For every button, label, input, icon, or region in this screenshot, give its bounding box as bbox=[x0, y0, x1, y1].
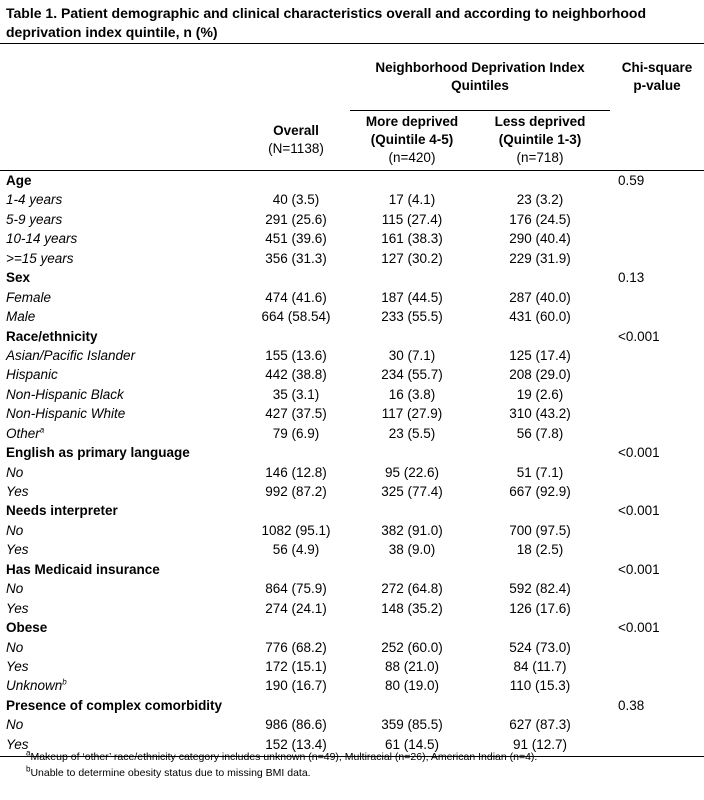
row-label bbox=[6, 657, 29, 676]
row-label-text: Needs interpreter bbox=[6, 503, 118, 519]
more-deprived-cell: 95 (22.6) bbox=[384, 464, 440, 480]
overall-cell: 35 (3.1) bbox=[272, 386, 320, 402]
overall-cell: 664 (58.54) bbox=[261, 309, 331, 325]
p-value-cell: <0.001 bbox=[618, 620, 660, 636]
p-value-cell: <0.001 bbox=[618, 445, 660, 461]
category-label bbox=[6, 443, 190, 462]
chi-square-header-line2: p-value bbox=[633, 78, 681, 93]
more-deprived-cell: 80 (19.0) bbox=[384, 678, 440, 694]
more-deprived-cell: 127 (30.2) bbox=[381, 250, 443, 266]
overall-cell: 172 (15.1) bbox=[265, 658, 327, 674]
footnote-a-mark: a bbox=[26, 748, 31, 758]
row-label-text: Sex bbox=[6, 270, 31, 286]
row-label-text: Unknown bbox=[6, 678, 63, 694]
row-label-text: Race/ethnicity bbox=[6, 328, 98, 344]
overall-cell: 864 (75.9) bbox=[265, 581, 327, 597]
more-deprived-header-line2: (Quintile 4-5) bbox=[370, 132, 454, 147]
table-row bbox=[0, 638, 704, 657]
less-deprived-cell: 700 (97.5) bbox=[509, 522, 571, 538]
footnote-a-text: Makeup of ‘other’ race/ethnicity category includes unknown (n=49), Multiracial (n=26), American Indian (n=4). bbox=[30, 751, 538, 763]
table-row bbox=[0, 229, 704, 248]
table-row bbox=[0, 521, 704, 540]
overall-cell: 427 (37.5) bbox=[265, 406, 327, 422]
p-value-cell: 0.13 bbox=[618, 270, 645, 286]
table-row bbox=[0, 599, 704, 618]
row-label-text: Yes bbox=[6, 736, 29, 752]
less-deprived-cell: 524 (73.0) bbox=[509, 639, 571, 655]
less-deprived-cell: 56 (7.8) bbox=[516, 425, 564, 441]
overall-cell: 442 (38.8) bbox=[265, 367, 327, 383]
row-label bbox=[6, 638, 23, 657]
row-label bbox=[6, 424, 44, 443]
less-deprived-cell: 176 (24.5) bbox=[509, 211, 571, 227]
p-value-cell: 0.38 bbox=[618, 697, 645, 713]
overall-cell: 291 (25.6) bbox=[265, 211, 327, 227]
more-deprived-cell: 325 (77.4) bbox=[381, 484, 443, 499]
overall-cell: 274 (24.1) bbox=[265, 600, 327, 616]
title-rule bbox=[0, 43, 704, 44]
row-label-text: No bbox=[6, 522, 24, 538]
category-row bbox=[0, 618, 704, 637]
row-label bbox=[6, 249, 74, 268]
less-deprived-cell: 126 (17.6) bbox=[509, 600, 571, 616]
less-deprived-header-line1: Less deprived bbox=[494, 114, 586, 129]
more-deprived-cell: 23 (5.5) bbox=[388, 425, 436, 441]
row-label bbox=[6, 288, 51, 307]
table-row bbox=[0, 210, 704, 229]
category-label bbox=[6, 696, 222, 715]
overall-cell: 451 (39.6) bbox=[265, 231, 327, 247]
more-deprived-header bbox=[352, 113, 472, 167]
row-label bbox=[6, 307, 35, 326]
more-deprived-cell: 252 (60.0) bbox=[381, 639, 443, 655]
more-deprived-cell: 30 (7.1) bbox=[388, 347, 436, 363]
row-label-text: Yes bbox=[6, 600, 29, 616]
less-deprived-cell: 287 (40.0) bbox=[509, 289, 571, 305]
more-deprived-cell: 234 (55.7) bbox=[381, 367, 443, 383]
row-label-text: English as primary language bbox=[6, 445, 190, 461]
table-row bbox=[0, 424, 704, 443]
more-deprived-cell: 61 (14.5) bbox=[384, 736, 440, 752]
overall-cell: 474 (41.6) bbox=[265, 289, 327, 305]
row-label-text: 1-4 years bbox=[6, 192, 63, 208]
category-row bbox=[0, 327, 704, 346]
category-row bbox=[0, 268, 704, 287]
row-label-text: Non-Hispanic Black bbox=[6, 386, 124, 402]
more-deprived-cell: 88 (21.0) bbox=[384, 658, 440, 674]
overall-header-n: (N=1138) bbox=[268, 141, 324, 156]
overall-cell: 992 (87.2) bbox=[265, 484, 327, 499]
footnote-b-mark: b bbox=[26, 764, 31, 774]
more-deprived-cell: 17 (4.1) bbox=[388, 192, 436, 208]
category-row bbox=[0, 560, 704, 579]
overall-cell: 356 (31.3) bbox=[265, 250, 327, 266]
p-value-cell: 0.59 bbox=[618, 173, 645, 188]
table-row bbox=[0, 540, 704, 559]
table-row bbox=[0, 657, 704, 676]
less-deprived-cell: 91 (12.7) bbox=[512, 736, 568, 752]
row-label bbox=[6, 404, 125, 423]
category-row bbox=[0, 171, 704, 190]
category-label bbox=[6, 327, 98, 346]
footnote-b-text: Unable to determine obesity status due to missing BMI data. bbox=[30, 767, 311, 779]
table-row bbox=[0, 307, 704, 326]
overall-cell: 190 (16.7) bbox=[265, 678, 327, 694]
more-deprived-cell: 187 (44.5) bbox=[381, 289, 443, 305]
less-deprived-cell: 110 (15.3) bbox=[509, 678, 571, 694]
less-deprived-cell: 125 (17.4) bbox=[509, 347, 571, 363]
row-label bbox=[6, 463, 23, 482]
row-label-text: Yes bbox=[6, 542, 29, 558]
less-deprived-cell: 667 (92.9) bbox=[509, 484, 571, 499]
row-label bbox=[6, 579, 23, 598]
overall-cell: 146 (12.8) bbox=[265, 464, 327, 480]
footnote-b bbox=[26, 766, 311, 781]
table-row bbox=[0, 249, 704, 268]
table-row bbox=[0, 346, 704, 365]
row-label-text: No bbox=[6, 717, 24, 733]
overall-cell: 79 (6.9) bbox=[272, 425, 320, 441]
category-row bbox=[0, 501, 704, 520]
footnote-a bbox=[26, 750, 537, 765]
row-label bbox=[6, 540, 29, 559]
less-deprived-cell: 310 (43.2) bbox=[509, 406, 571, 422]
overall-cell: 776 (68.2) bbox=[265, 639, 327, 655]
less-deprived-cell: 592 (82.4) bbox=[509, 581, 571, 597]
overall-cell: 986 (86.6) bbox=[265, 717, 327, 733]
overall-cell: 56 (4.9) bbox=[272, 542, 320, 558]
row-label-text: Yes bbox=[6, 484, 29, 499]
table-row bbox=[0, 463, 704, 482]
row-label bbox=[6, 365, 58, 384]
table-row bbox=[0, 579, 704, 598]
p-value-cell: <0.001 bbox=[618, 503, 660, 519]
row-label-text: Presence of complex comorbidity bbox=[6, 697, 223, 713]
less-deprived-cell: 23 (3.2) bbox=[516, 192, 564, 208]
more-deprived-cell: 117 (27.9) bbox=[381, 406, 443, 422]
more-deprived-cell: 233 (55.5) bbox=[381, 309, 443, 325]
less-deprived-cell: 84 (11.7) bbox=[513, 658, 567, 674]
more-deprived-cell: 382 (91.0) bbox=[381, 522, 443, 538]
more-deprived-cell: 115 (27.4) bbox=[381, 211, 443, 227]
row-label-text: Hispanic bbox=[6, 367, 58, 383]
row-label bbox=[6, 482, 29, 501]
more-deprived-cell: 148 (35.2) bbox=[381, 600, 443, 616]
row-label bbox=[6, 210, 62, 229]
table-body bbox=[0, 171, 704, 754]
table-row bbox=[0, 676, 704, 695]
row-label-text: No bbox=[6, 639, 24, 655]
row-label-text: >=15 years bbox=[6, 250, 74, 266]
more-deprived-cell: 359 (85.5) bbox=[381, 717, 443, 733]
row-label bbox=[6, 346, 135, 365]
row-label bbox=[6, 385, 124, 404]
chi-square-header bbox=[610, 59, 704, 95]
row-label-text: Age bbox=[6, 173, 32, 188]
more-deprived-cell: 161 (38.3) bbox=[381, 231, 443, 247]
category-label bbox=[6, 268, 30, 287]
less-deprived-cell: 290 (40.4) bbox=[509, 231, 571, 247]
overall-cell: 152 (13.4) bbox=[265, 736, 327, 752]
row-label-text: Obese bbox=[6, 620, 48, 636]
less-deprived-header-n: (n=718) bbox=[516, 150, 564, 165]
row-label-text: Non-Hispanic White bbox=[6, 406, 126, 422]
row-label-text: No bbox=[6, 464, 24, 480]
category-label bbox=[6, 560, 160, 579]
less-deprived-cell: 19 (2.6) bbox=[516, 386, 564, 402]
less-deprived-cell: 18 (2.5) bbox=[516, 542, 564, 558]
more-deprived-header-n: (n=420) bbox=[388, 150, 436, 165]
overall-header bbox=[240, 122, 352, 158]
table-row bbox=[0, 365, 704, 384]
chi-square-header-line1: Chi-square bbox=[621, 60, 693, 75]
overall-header-label: Overall bbox=[273, 123, 319, 138]
table-row bbox=[0, 404, 704, 423]
category-label bbox=[6, 501, 118, 520]
row-label bbox=[6, 190, 62, 209]
category-row bbox=[0, 696, 704, 715]
row-label-text: Has Medicaid insurance bbox=[6, 561, 160, 577]
group-header-rule bbox=[350, 110, 610, 111]
more-deprived-cell: 272 (64.8) bbox=[381, 581, 443, 597]
less-deprived-cell: 208 (29.0) bbox=[509, 367, 571, 383]
row-label-text: Female bbox=[6, 289, 52, 305]
category-label bbox=[6, 618, 47, 637]
overall-cell: 155 (13.6) bbox=[265, 347, 327, 363]
category-label bbox=[6, 171, 32, 190]
table-row bbox=[0, 715, 704, 734]
row-label bbox=[6, 599, 29, 618]
table-row bbox=[0, 385, 704, 404]
row-label-text: 10-14 years bbox=[6, 231, 78, 247]
p-value-cell: <0.001 bbox=[618, 328, 660, 344]
more-deprived-cell: 16 (3.8) bbox=[388, 386, 436, 402]
less-deprived-header-line2: (Quintile 1-3) bbox=[498, 132, 582, 147]
less-deprived-header bbox=[472, 113, 608, 167]
table-row bbox=[0, 288, 704, 307]
row-label-text: Yes bbox=[6, 658, 29, 674]
row-label bbox=[6, 715, 23, 734]
p-value-cell: <0.001 bbox=[618, 561, 660, 577]
row-label bbox=[6, 676, 67, 695]
footnote-marker: a bbox=[39, 425, 45, 435]
more-deprived-cell: 38 (9.0) bbox=[388, 542, 436, 558]
row-label bbox=[6, 521, 23, 540]
table-row bbox=[0, 190, 704, 209]
row-label-text: 5-9 years bbox=[6, 211, 63, 227]
row-label-text: Asian/Pacific Islander bbox=[6, 347, 136, 363]
less-deprived-cell: 627 (87.3) bbox=[509, 717, 571, 733]
row-label-text: Other bbox=[6, 425, 40, 441]
group-header: Neighborhood Deprivation Index Quintiles bbox=[375, 60, 585, 93]
table-title: Table 1. Patient demographic and clinical characteristics overall and according to neighborhood deprivation index quintile, n (%) bbox=[6, 5, 647, 40]
footnote-marker: b bbox=[62, 677, 67, 687]
row-label bbox=[6, 229, 77, 248]
overall-cell: 40 (3.5) bbox=[272, 192, 320, 208]
table-row bbox=[0, 482, 704, 501]
less-deprived-cell: 51 (7.1) bbox=[516, 464, 564, 480]
overall-cell: 1082 (95.1) bbox=[261, 522, 331, 538]
row-label-text: Male bbox=[6, 309, 36, 325]
row-label-text: No bbox=[6, 581, 24, 597]
category-row bbox=[0, 443, 704, 462]
less-deprived-cell: 431 (60.0) bbox=[509, 309, 571, 325]
less-deprived-cell: 229 (31.9) bbox=[509, 250, 571, 266]
more-deprived-header-line1: More deprived bbox=[365, 114, 459, 129]
